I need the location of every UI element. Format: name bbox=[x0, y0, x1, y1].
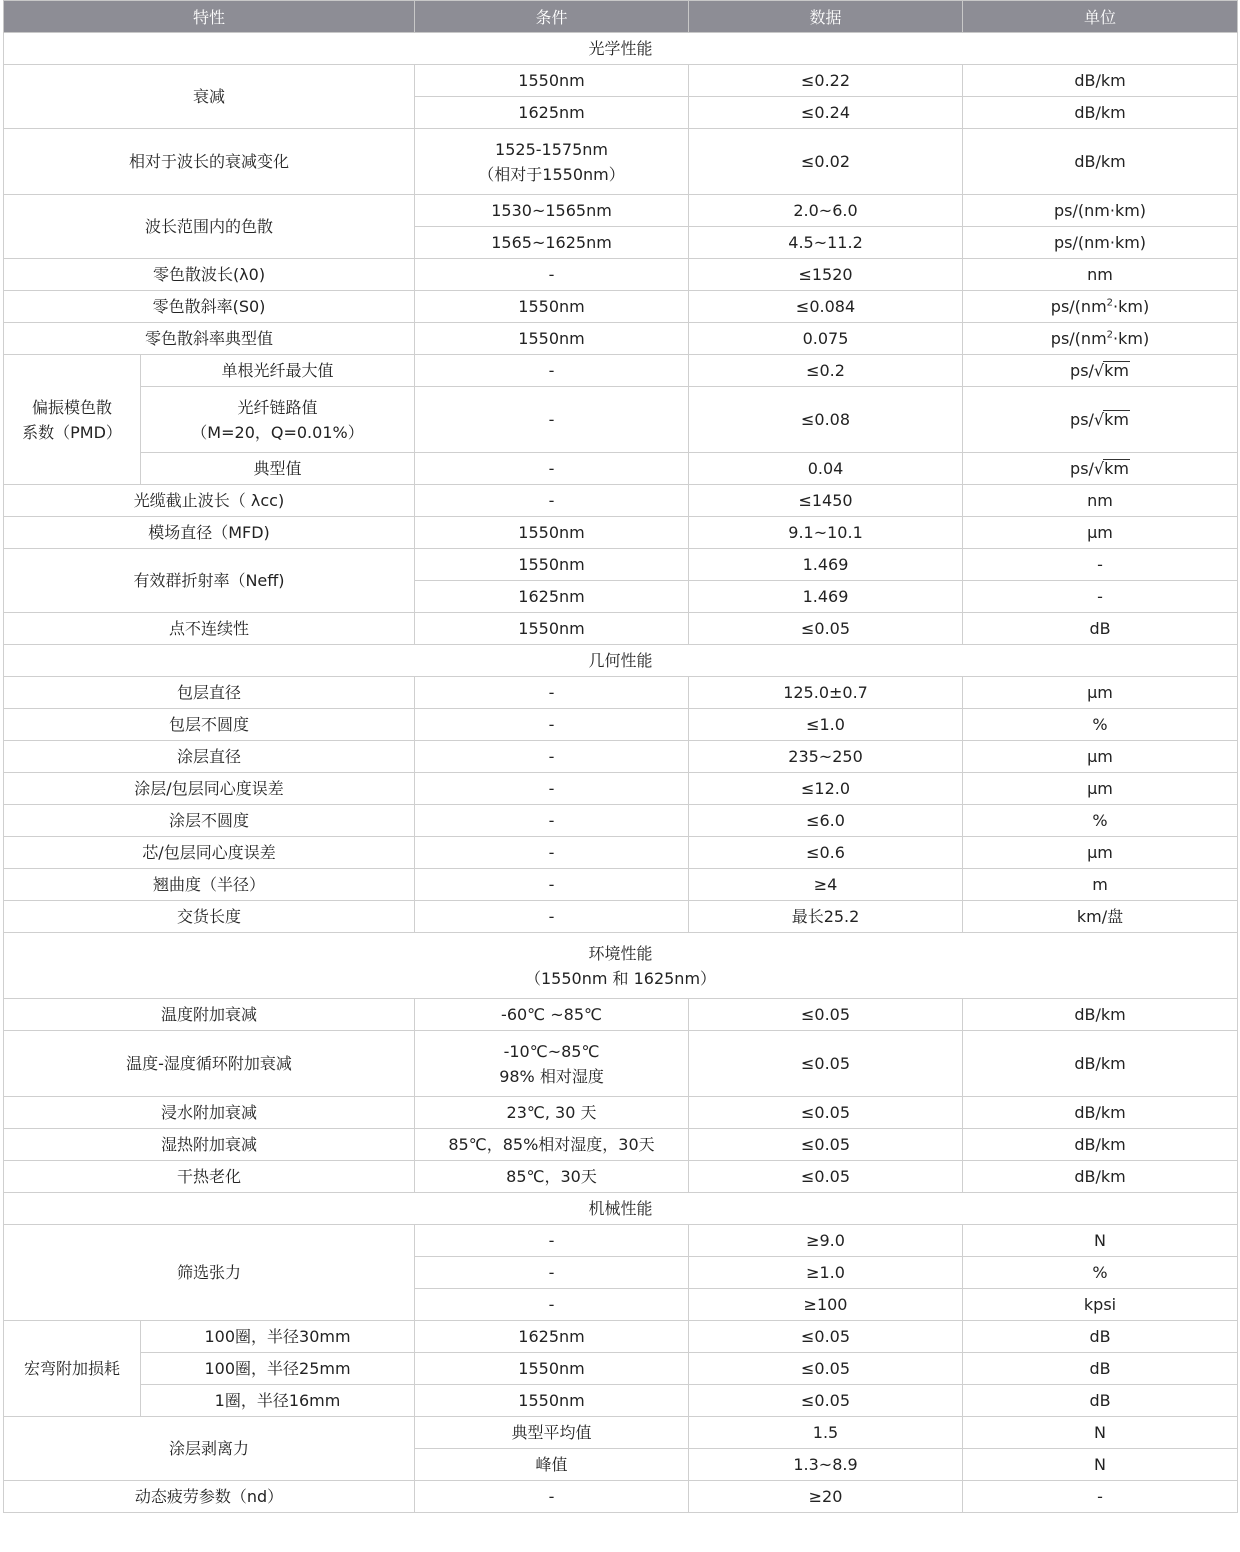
section-geometry: 几何性能 bbox=[4, 645, 1238, 677]
unit-cell: dB bbox=[963, 1353, 1238, 1385]
unit-prefix: ps/ bbox=[1070, 361, 1094, 380]
table-row bbox=[4, 1321, 1238, 1353]
data-cell: ≤0.2 bbox=[689, 355, 963, 387]
section-environment-title: 环境性能 bbox=[588, 943, 653, 963]
table-row bbox=[4, 805, 1238, 837]
data-cell: ≤1.0 bbox=[689, 709, 963, 741]
data-cell: 1.3~8.9 bbox=[689, 1449, 963, 1481]
table-row bbox=[4, 613, 1238, 645]
data-cell: 1.5 bbox=[689, 1417, 963, 1449]
table-row bbox=[4, 485, 1238, 517]
property-cell: 模场直径（MFD) bbox=[4, 517, 415, 549]
data-cell: 1.469 bbox=[689, 549, 963, 581]
unit-cell: μm bbox=[963, 773, 1238, 805]
condition-cell: 典型平均值 bbox=[415, 1417, 689, 1449]
condition-cell: 1550nm bbox=[415, 549, 689, 581]
property-cell: 交货长度 bbox=[4, 901, 415, 933]
unit-cell: dB/km bbox=[963, 65, 1238, 97]
unit-cell: m bbox=[963, 869, 1238, 901]
subproperty-cell: 典型值 bbox=[141, 453, 415, 485]
table-row bbox=[4, 901, 1238, 933]
property-cell: 浸水附加衰减 bbox=[4, 1097, 415, 1129]
unit-cell: % bbox=[963, 805, 1238, 837]
table-row bbox=[4, 709, 1238, 741]
condition-cell: 1550nm bbox=[415, 65, 689, 97]
property-cell: 有效群折射率（Neff) bbox=[4, 549, 415, 613]
header-condition: 条件 bbox=[415, 1, 689, 33]
condition-cell: - bbox=[415, 1289, 689, 1321]
unit-cell: dB/km bbox=[963, 1129, 1238, 1161]
property-cell: 零色散波长(λ0) bbox=[4, 259, 415, 291]
unit-cell: % bbox=[963, 709, 1238, 741]
condition-cell: 1625nm bbox=[415, 581, 689, 613]
header-row bbox=[4, 1, 1238, 33]
table-row bbox=[4, 291, 1238, 323]
header-property: 特性 bbox=[4, 1, 415, 33]
table-row bbox=[4, 1225, 1238, 1257]
table-row bbox=[4, 517, 1238, 549]
unit-cell: dB/km bbox=[963, 97, 1238, 129]
unit-cell: μm bbox=[963, 837, 1238, 869]
condition-cell: 1565~1625nm bbox=[415, 227, 689, 259]
condition-cell: 1550nm bbox=[415, 1353, 689, 1385]
group-cell-pmd: 偏振模色散 系数（PMD） bbox=[4, 355, 141, 485]
property-cell: 干热老化 bbox=[4, 1161, 415, 1193]
table-row bbox=[4, 1481, 1238, 1513]
condition-cell: - bbox=[415, 773, 689, 805]
condition-cell: - bbox=[415, 869, 689, 901]
table-row bbox=[4, 1129, 1238, 1161]
unit-cell bbox=[963, 355, 1238, 387]
property-cell: 涂层/包层同心度误差 bbox=[4, 773, 415, 805]
unit-suffix: ·km) bbox=[1113, 297, 1150, 316]
unit-cell: dB/km bbox=[963, 129, 1238, 195]
data-cell: 0.04 bbox=[689, 453, 963, 485]
condition-cell: - bbox=[415, 485, 689, 517]
table-row bbox=[4, 869, 1238, 901]
section-row bbox=[4, 1193, 1238, 1225]
data-cell: 4.5~11.2 bbox=[689, 227, 963, 259]
table-row bbox=[4, 1385, 1238, 1417]
data-cell: 235~250 bbox=[689, 741, 963, 773]
data-cell: 9.1~10.1 bbox=[689, 517, 963, 549]
table-row bbox=[4, 741, 1238, 773]
data-cell: ≤0.22 bbox=[689, 65, 963, 97]
condition-cell: - bbox=[415, 709, 689, 741]
unit-cell: dB/km bbox=[963, 1097, 1238, 1129]
data-cell: ≤0.05 bbox=[689, 1161, 963, 1193]
unit-cell: dB bbox=[963, 1321, 1238, 1353]
condition-cell: - bbox=[415, 1257, 689, 1289]
property-cell: 芯/包层同心度误差 bbox=[4, 837, 415, 869]
table-row bbox=[4, 453, 1238, 485]
property-cell: 涂层剥离力 bbox=[4, 1417, 415, 1481]
property-cell: 涂层直径 bbox=[4, 741, 415, 773]
property-cell: 温度附加衰减 bbox=[4, 999, 415, 1031]
unit-cell: μm bbox=[963, 741, 1238, 773]
property-cell: 零色散斜率典型值 bbox=[4, 323, 415, 355]
header-data: 数据 bbox=[689, 1, 963, 33]
sqrt-icon: √ bbox=[1093, 361, 1105, 380]
unit-cell: nm bbox=[963, 259, 1238, 291]
fiber-spec-table bbox=[3, 0, 1238, 1513]
unit-cell: N bbox=[963, 1225, 1238, 1257]
unit-cell: ps/(nm·km) bbox=[963, 227, 1238, 259]
property-cell: 筛选张力 bbox=[4, 1225, 415, 1321]
unit-radicand: km bbox=[1104, 459, 1129, 478]
property-cell: 零色散斜率(S0) bbox=[4, 291, 415, 323]
property-cell: 点不连续性 bbox=[4, 613, 415, 645]
unit-cell bbox=[963, 323, 1238, 355]
table-row bbox=[4, 323, 1238, 355]
condition-cell: 1625nm bbox=[415, 97, 689, 129]
data-cell: ≤0.05 bbox=[689, 1321, 963, 1353]
condition-cell: 峰值 bbox=[415, 1449, 689, 1481]
data-cell: ≤0.05 bbox=[689, 1031, 963, 1097]
unit-superscript: 2 bbox=[1106, 297, 1114, 309]
data-cell: ≤0.6 bbox=[689, 837, 963, 869]
table-row bbox=[4, 1161, 1238, 1193]
unit-cell bbox=[963, 291, 1238, 323]
unit-cell: - bbox=[963, 1481, 1238, 1513]
subproperty-cell: 100圈，半径30mm bbox=[141, 1321, 415, 1353]
property-cell: 翘曲度（半径） bbox=[4, 869, 415, 901]
property-cell: 包层直径 bbox=[4, 677, 415, 709]
unit-cell bbox=[963, 387, 1238, 453]
condition-cell: - bbox=[415, 453, 689, 485]
group-cell-macrobend: 宏弯附加损耗 bbox=[4, 1321, 141, 1417]
property-cell: 动态疲劳参数（nd） bbox=[4, 1481, 415, 1513]
condition-cell: 1550nm bbox=[415, 613, 689, 645]
data-cell: ≥100 bbox=[689, 1289, 963, 1321]
data-cell: ≥20 bbox=[689, 1481, 963, 1513]
data-cell: ≤0.084 bbox=[689, 291, 963, 323]
condition-cell: 1550nm bbox=[415, 323, 689, 355]
table-row bbox=[4, 677, 1238, 709]
data-cell: ≤0.02 bbox=[689, 129, 963, 195]
condition-cell: 85℃，85%相对湿度，30天 bbox=[415, 1129, 689, 1161]
table-row bbox=[4, 387, 1238, 453]
condition-cell: -60℃ ~85℃ bbox=[415, 999, 689, 1031]
condition-cell: - bbox=[415, 355, 689, 387]
property-cell: 衰减 bbox=[4, 65, 415, 129]
condition-cell: - bbox=[415, 741, 689, 773]
property-cell: 光缆截止波长（ λcc) bbox=[4, 485, 415, 517]
section-row bbox=[4, 933, 1238, 999]
data-cell: ≤0.05 bbox=[689, 1129, 963, 1161]
condition-cell: - bbox=[415, 1225, 689, 1257]
unit-cell: kpsi bbox=[963, 1289, 1238, 1321]
data-cell: ≤1450 bbox=[689, 485, 963, 517]
condition-cell: - bbox=[415, 805, 689, 837]
condition-cell: - bbox=[415, 387, 689, 453]
data-cell: ≤0.05 bbox=[689, 613, 963, 645]
section-environment-subtitle: （1550nm 和 1625nm） bbox=[524, 968, 717, 988]
table-row bbox=[4, 1031, 1238, 1097]
property-cell: 涂层不圆度 bbox=[4, 805, 415, 837]
property-cell: 包层不圆度 bbox=[4, 709, 415, 741]
condition-cell: 1550nm bbox=[415, 1385, 689, 1417]
data-cell: ≤12.0 bbox=[689, 773, 963, 805]
section-mechanical: 机械性能 bbox=[4, 1193, 1238, 1225]
unit-cell: % bbox=[963, 1257, 1238, 1289]
property-cell: 相对于波长的衰减变化 bbox=[4, 129, 415, 195]
unit-prefix: ps/(nm bbox=[1050, 297, 1107, 316]
unit-cell: - bbox=[963, 549, 1238, 581]
section-row bbox=[4, 33, 1238, 65]
table-row bbox=[4, 1097, 1238, 1129]
unit-cell: nm bbox=[963, 485, 1238, 517]
unit-radicand: km bbox=[1104, 410, 1129, 429]
property-cell: 湿热附加衰减 bbox=[4, 1129, 415, 1161]
unit-superscript: 2 bbox=[1106, 329, 1114, 341]
section-environment bbox=[4, 933, 1238, 999]
unit-cell: μm bbox=[963, 677, 1238, 709]
data-cell: ≤6.0 bbox=[689, 805, 963, 837]
condition-cell: 1550nm bbox=[415, 291, 689, 323]
unit-suffix: ·km) bbox=[1113, 329, 1150, 348]
property-cell: 温度-湿度循环附加衰减 bbox=[4, 1031, 415, 1097]
data-cell: 125.0±0.7 bbox=[689, 677, 963, 709]
subproperty-cell: 单根光纤最大值 bbox=[141, 355, 415, 387]
unit-cell: dB bbox=[963, 613, 1238, 645]
table-row bbox=[4, 837, 1238, 869]
table-row bbox=[4, 1417, 1238, 1449]
data-cell: ≤1520 bbox=[689, 259, 963, 291]
sqrt-icon: √ bbox=[1093, 459, 1105, 478]
unit-cell: μm bbox=[963, 517, 1238, 549]
condition-cell: 23℃, 30 天 bbox=[415, 1097, 689, 1129]
unit-prefix: ps/ bbox=[1070, 410, 1094, 429]
table-row bbox=[4, 129, 1238, 195]
data-cell: 1.469 bbox=[689, 581, 963, 613]
condition-cell: 1525-1575nm （相对于1550nm） bbox=[415, 129, 689, 195]
unit-radicand: km bbox=[1104, 361, 1129, 380]
data-cell: 2.0~6.0 bbox=[689, 195, 963, 227]
header-unit: 单位 bbox=[963, 1, 1238, 33]
sqrt-icon: √ bbox=[1093, 410, 1105, 429]
unit-cell: N bbox=[963, 1417, 1238, 1449]
data-cell: ≥1.0 bbox=[689, 1257, 963, 1289]
section-optical: 光学性能 bbox=[4, 33, 1238, 65]
unit-cell: ps/(nm·km) bbox=[963, 195, 1238, 227]
unit-cell: dB/km bbox=[963, 1161, 1238, 1193]
data-cell: ≤0.05 bbox=[689, 1097, 963, 1129]
data-cell: ≤0.05 bbox=[689, 1385, 963, 1417]
data-cell: ≤0.05 bbox=[689, 1353, 963, 1385]
condition-cell: 1530~1565nm bbox=[415, 195, 689, 227]
subproperty-cell: 光纤链路值 （M=20，Q=0.01%） bbox=[141, 387, 415, 453]
property-cell: 波长范围内的色散 bbox=[4, 195, 415, 259]
condition-cell: - bbox=[415, 259, 689, 291]
data-cell: ≥4 bbox=[689, 869, 963, 901]
data-cell: 0.075 bbox=[689, 323, 963, 355]
subproperty-cell: 100圈，半径25mm bbox=[141, 1353, 415, 1385]
table-row bbox=[4, 195, 1238, 227]
table-row bbox=[4, 259, 1238, 291]
condition-cell: - bbox=[415, 837, 689, 869]
unit-cell: dB/km bbox=[963, 1031, 1238, 1097]
condition-cell: -10℃~85℃ 98% 相对湿度 bbox=[415, 1031, 689, 1097]
unit-cell: N bbox=[963, 1449, 1238, 1481]
table-row bbox=[4, 65, 1238, 97]
data-cell: ≤0.24 bbox=[689, 97, 963, 129]
unit-prefix: ps/ bbox=[1070, 459, 1094, 478]
unit-cell: dB bbox=[963, 1385, 1238, 1417]
condition-cell: - bbox=[415, 677, 689, 709]
condition-cell: 1550nm bbox=[415, 517, 689, 549]
unit-cell: dB/km bbox=[963, 999, 1238, 1031]
unit-cell: km/盘 bbox=[963, 901, 1238, 933]
table-row bbox=[4, 773, 1238, 805]
table-row bbox=[4, 549, 1238, 581]
table-row bbox=[4, 355, 1238, 387]
condition-cell: 85℃，30天 bbox=[415, 1161, 689, 1193]
condition-cell: - bbox=[415, 901, 689, 933]
unit-cell: - bbox=[963, 581, 1238, 613]
data-cell: ≤0.05 bbox=[689, 999, 963, 1031]
table-row bbox=[4, 1353, 1238, 1385]
table-row bbox=[4, 999, 1238, 1031]
data-cell: ≥9.0 bbox=[689, 1225, 963, 1257]
unit-cell bbox=[963, 453, 1238, 485]
section-row bbox=[4, 645, 1238, 677]
condition-cell: 1625nm bbox=[415, 1321, 689, 1353]
subproperty-cell: 1圈，半径16mm bbox=[141, 1385, 415, 1417]
data-cell: 最长25.2 bbox=[689, 901, 963, 933]
condition-cell: - bbox=[415, 1481, 689, 1513]
unit-prefix: ps/(nm bbox=[1050, 329, 1107, 348]
data-cell: ≤0.08 bbox=[689, 387, 963, 453]
